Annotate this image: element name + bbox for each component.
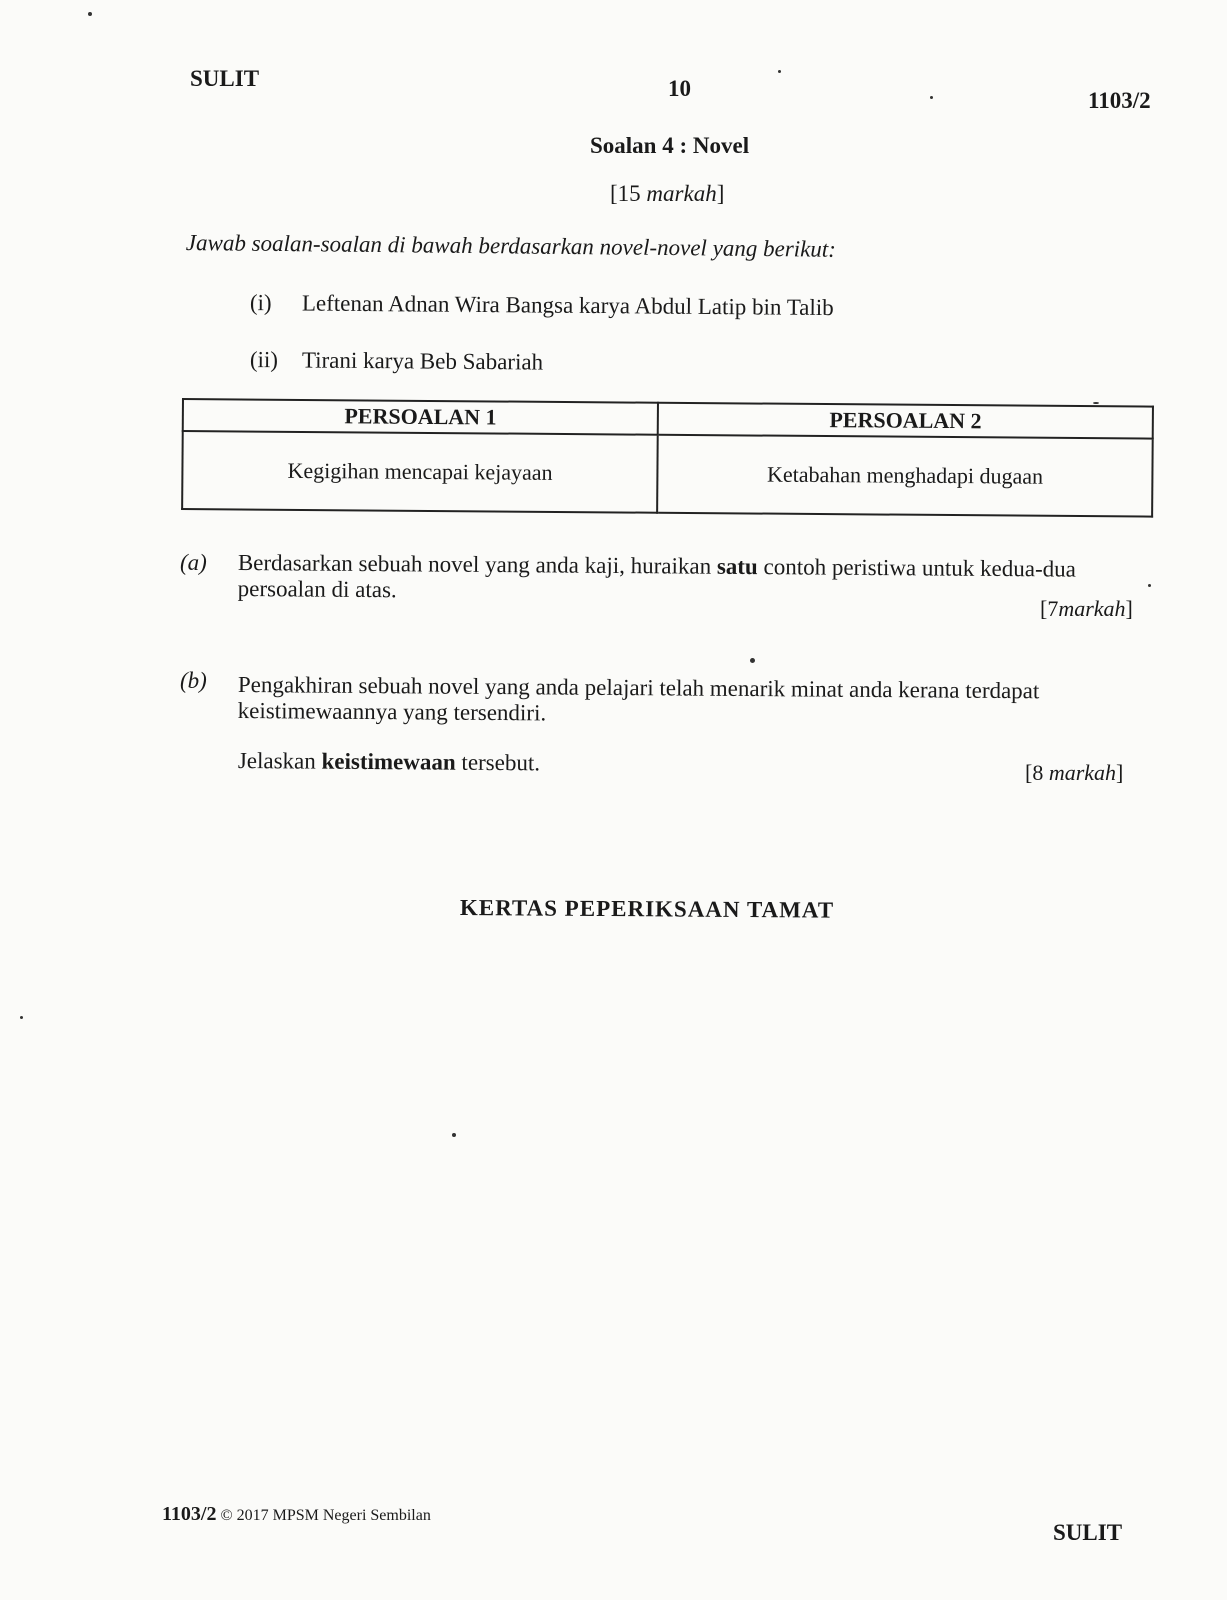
novel-item [250, 290, 834, 321]
header-classification: SULIT [190, 66, 260, 91]
footer-classification: SULIT [1053, 1520, 1123, 1545]
novel-item-number: (i) [249, 290, 272, 316]
novel-item-number: (ii) [249, 347, 279, 373]
marks-close: ] [716, 181, 725, 206]
table-row [182, 431, 1153, 517]
table-cell: Kegigihan mencapai kejayaan [182, 431, 658, 513]
question-instruction: Jawab soalan-soalan di bawah berdasarkan novel-novel yang berikut: [185, 230, 837, 262]
marks-close: ] [1125, 596, 1133, 621]
scan-speck [750, 658, 755, 663]
part-a-marks [1040, 596, 1133, 622]
scan-speck [930, 96, 933, 99]
part-b-task-end: tersebut. [455, 749, 541, 776]
question-total-marks [610, 181, 724, 207]
scan-speck [1093, 402, 1099, 404]
part-a-text: Berdasarkan sebuah novel yang anda kaji, huraikan [237, 550, 717, 579]
part-b-emphasis: keistimewaan [321, 748, 456, 775]
marks-number: [8 [1025, 760, 1044, 785]
part-a-emphasis: satu [716, 553, 758, 580]
novel-item [250, 347, 543, 376]
part-a-label: (a) [180, 550, 207, 575]
scan-speck [452, 1133, 456, 1137]
part-b-task-text: Jelaskan [237, 748, 322, 774]
part-b-label: (b) [180, 668, 207, 693]
marks-number: [15 [610, 181, 641, 206]
marks-word: markah [1048, 760, 1117, 785]
scan-speck [88, 12, 92, 16]
table-header-cell: PERSOALAN 2 [658, 403, 1153, 439]
end-of-paper-note: KERTAS PEPERIKSAAN TAMAT [459, 895, 835, 923]
part-b-task [238, 748, 540, 776]
part-b-question: Pengakhiran sebuah novel yang anda pelajari telah menarik minat anda kerana terdapat keistimewaannya yang tersendiri. [237, 672, 1040, 726]
footer-paper-code: 1103/2 [162, 1503, 217, 1525]
scan-speck [778, 70, 781, 73]
question-title: Soalan 4 : Novel [590, 133, 750, 158]
marks-close: ] [1116, 760, 1124, 785]
marks-word: markah [1058, 596, 1126, 621]
part-b-marks [1025, 760, 1123, 786]
scan-speck [1148, 584, 1151, 587]
marks-number: [7 [1040, 596, 1059, 621]
part-a-text-end: contoh peristiwa untuk kedua-dua persoalan di atas. [237, 554, 1076, 603]
novel-item-text: Tirani karya Beb Sabariah [301, 347, 544, 375]
header-paper-code: 1103/2 [1088, 88, 1151, 113]
table-header-cell: PERSOALAN 1 [183, 399, 659, 435]
footer-copyright [162, 1503, 431, 1526]
marks-word: markah [646, 181, 717, 206]
scan-speck [20, 1016, 23, 1019]
themes-table [181, 398, 1154, 518]
novel-item-text: Leftenan Adnan Wira Bangsa karya Abdul Latip bin Talib [301, 290, 834, 321]
footer-copyright-text: © 2017 MPSM Negeri Sembilan [216, 1507, 431, 1524]
table-cell: Ketabahan menghadapi dugaan [657, 435, 1152, 517]
part-a-question [238, 550, 1148, 609]
page-number: 10 [668, 76, 691, 101]
